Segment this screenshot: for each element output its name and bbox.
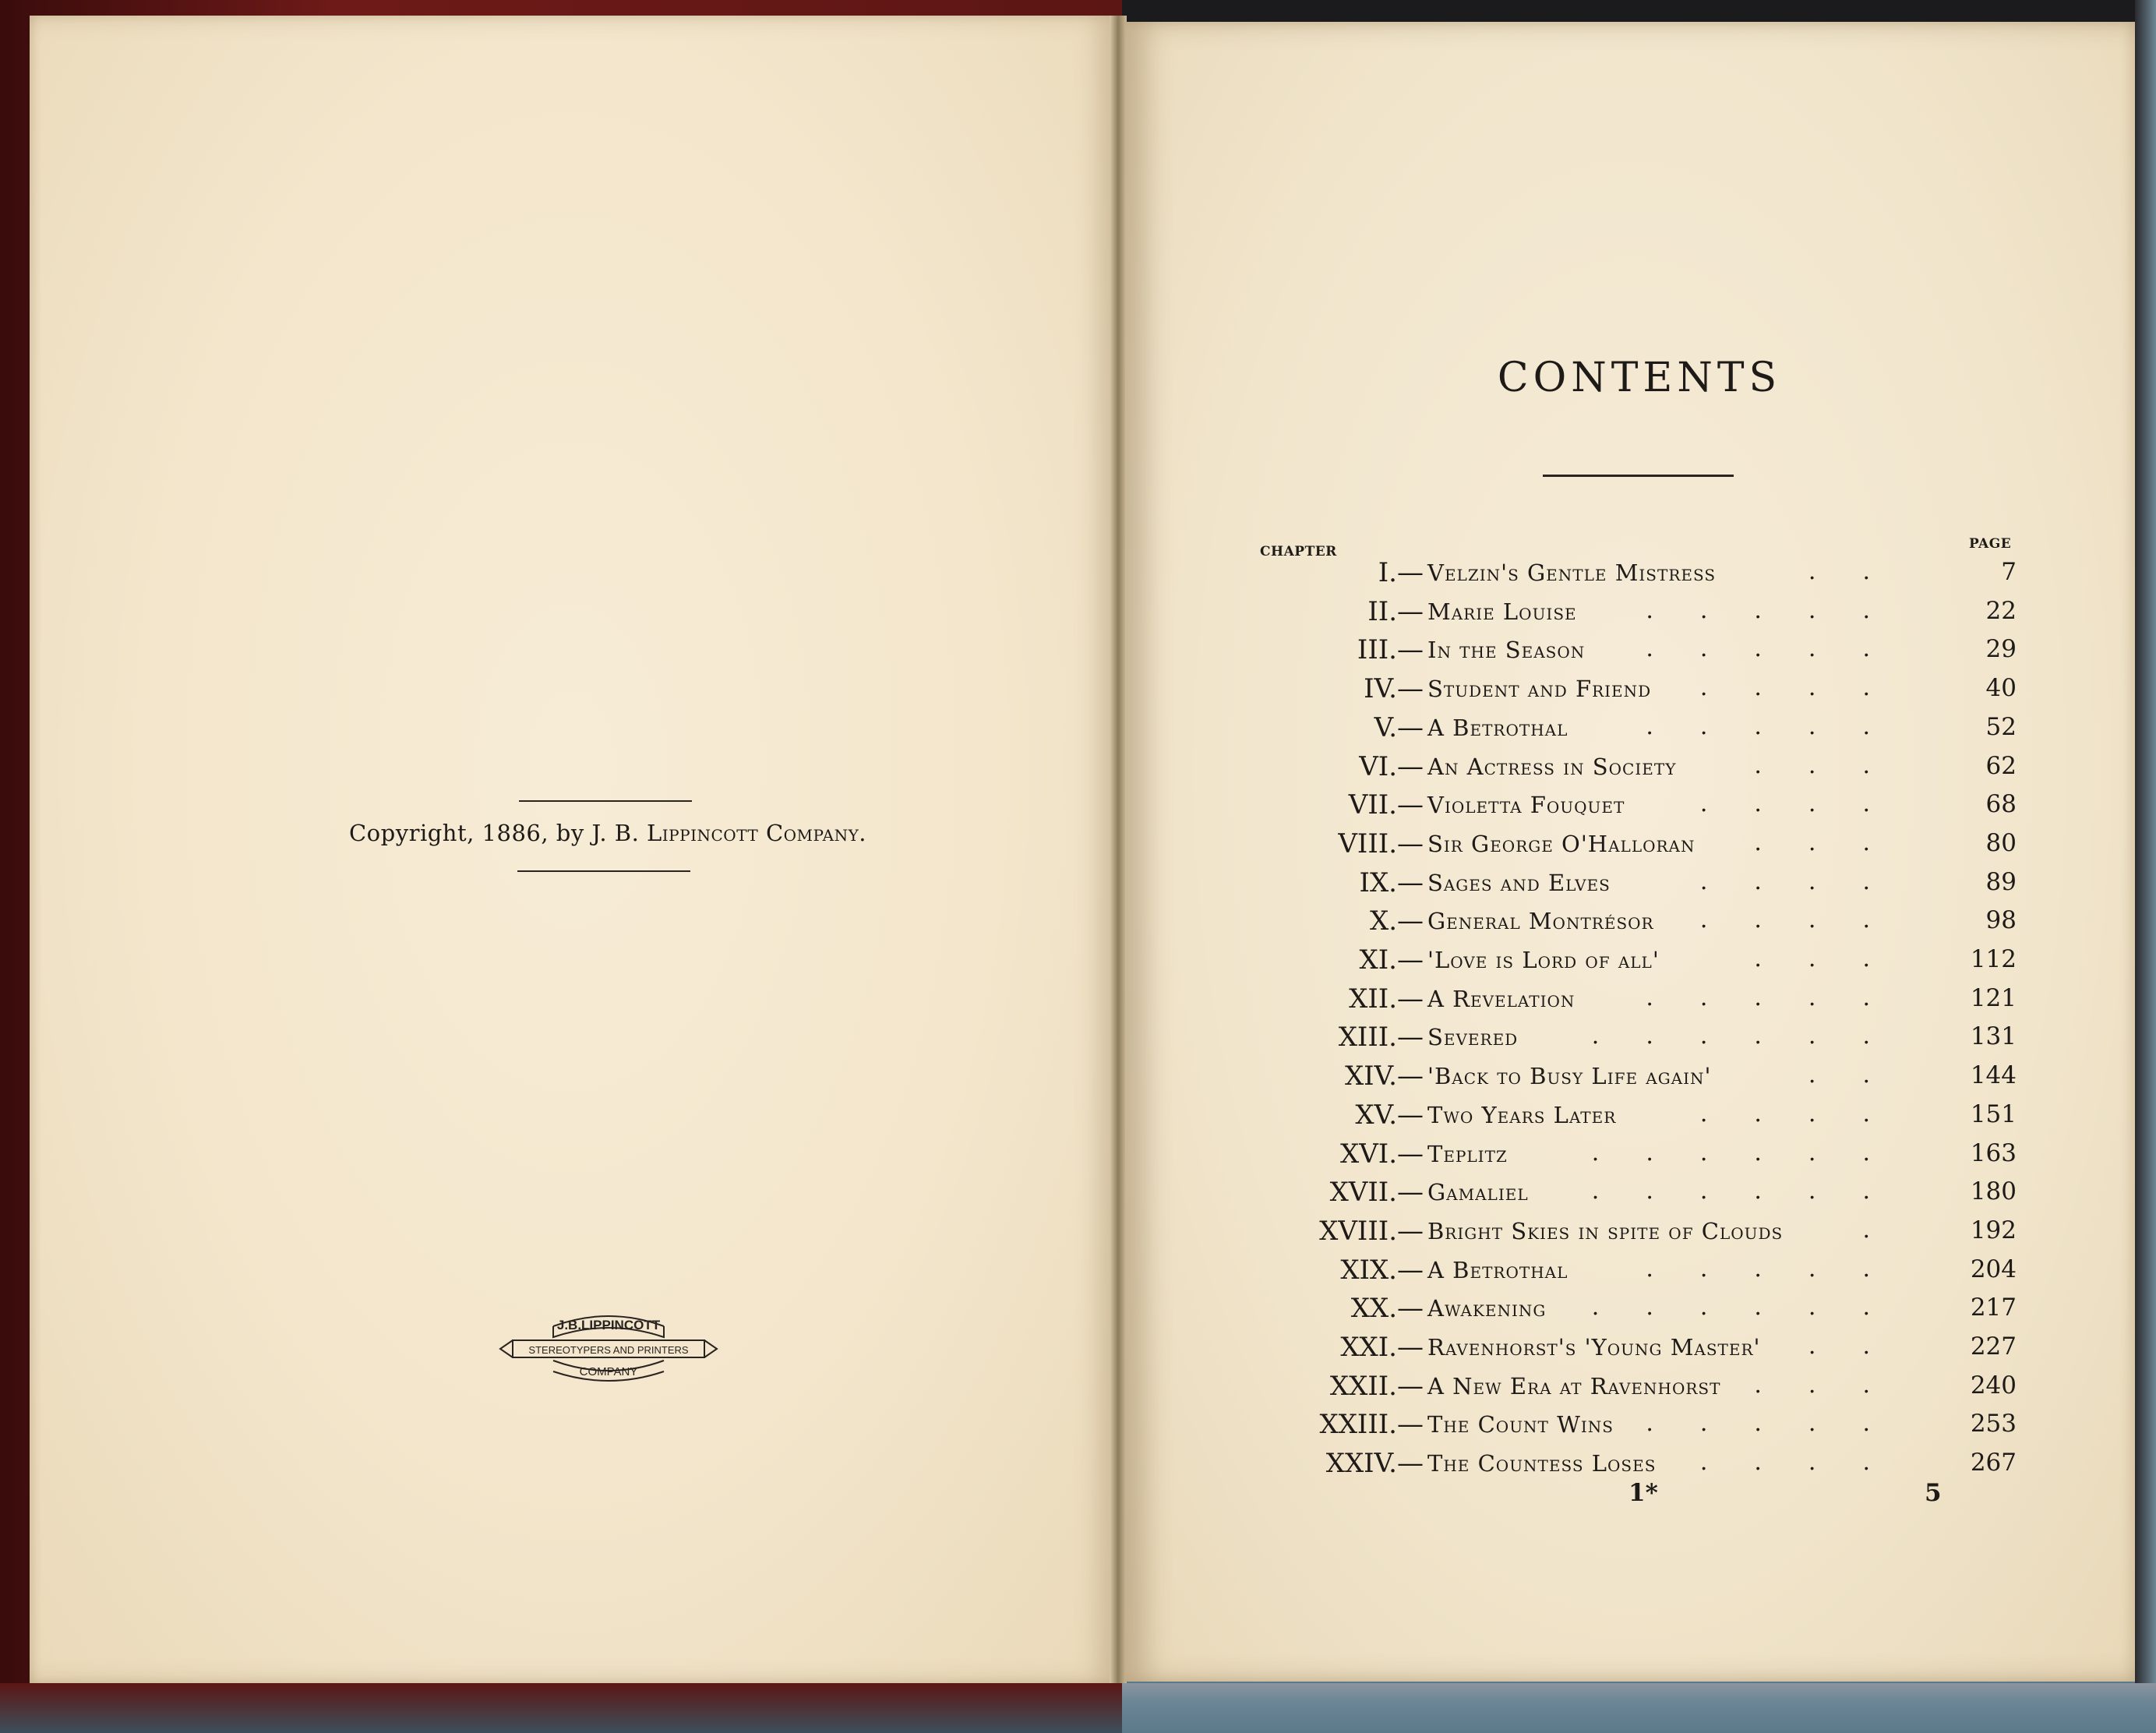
chapter-page-number: 62: [1985, 752, 2017, 780]
chapter-dash: —: [1397, 789, 1424, 821]
chapter-dash: —: [1397, 828, 1424, 859]
leader-dots: ..: [1808, 1061, 1917, 1089]
chapter-page-number: 22: [1985, 597, 2017, 625]
chapter-page-number: 89: [1985, 868, 2017, 896]
chapter-page-number: 240: [1970, 1371, 2017, 1399]
chapter-page-number: 80: [1985, 829, 2017, 857]
chapter-dash: —: [1397, 1138, 1424, 1170]
emblem-top-text: J.B.LIPPINCOTT: [556, 1318, 661, 1332]
toc-row: [1254, 669, 2034, 708]
chapter-number: IX.: [1359, 867, 1397, 898]
chapter-number: XXIII.: [1319, 1409, 1397, 1440]
leader-dots: .....: [1646, 984, 1917, 1011]
chapter-dash: —: [1397, 712, 1424, 743]
chapter-title: Sir George O'Halloran: [1427, 831, 1696, 857]
toc-row: [1254, 553, 2034, 592]
chapter-title: Ravenhorst's 'Young Master': [1427, 1334, 1761, 1361]
chapter-dash: —: [1397, 634, 1424, 665]
leader-dots: ......: [1591, 1177, 1917, 1205]
background-bottom-edge: [1122, 1683, 2156, 1733]
chapter-title: Violetta Fouquet: [1427, 792, 1625, 818]
leader-dots: ....: [1699, 906, 1917, 934]
chapter-dash: —: [1397, 1255, 1424, 1286]
chapter-number: VIII.: [1338, 828, 1397, 859]
chapter-title: Teplitz: [1427, 1141, 1508, 1167]
chapter-page-number: 112: [1970, 945, 2017, 973]
chapter-title: In the Season: [1427, 637, 1586, 663]
chapter-title: Velzin's Gentle Mistress: [1427, 559, 1717, 586]
page-number: 5: [1925, 1479, 1942, 1507]
leader-dots: ..: [1808, 558, 1917, 585]
leader-dots: ...: [1754, 829, 1917, 856]
chapter-page-number: 253: [1970, 1410, 2017, 1438]
chapter-page-number: 227: [1970, 1332, 2017, 1361]
emblem-middle-text: STEREOTYPERS AND PRINTERS: [528, 1344, 689, 1356]
toc-row: [1254, 785, 2034, 824]
toc-row: [1254, 1173, 2034, 1212]
chapter-title: Gamaliel: [1427, 1179, 1529, 1205]
chapter-dash: —: [1397, 1216, 1424, 1247]
copyright-company: Lippincott Company.: [647, 820, 867, 846]
chapter-dash: —: [1397, 867, 1424, 898]
toc-row: [1254, 747, 2034, 786]
chapter-page-number: 151: [1970, 1100, 2017, 1128]
leader-dots: .....: [1646, 713, 1917, 740]
toc-row: [1254, 592, 2034, 631]
chapter-dash: —: [1397, 751, 1424, 782]
chapter-page-number: 131: [1970, 1022, 2017, 1050]
chapter-dash: —: [1397, 1371, 1424, 1402]
toc-row: [1254, 1251, 2034, 1290]
chapter-title: 'Back to Busy Life again': [1427, 1063, 1712, 1089]
chapter-number: II.: [1367, 596, 1397, 627]
chapter-title: General Montrésor: [1427, 908, 1654, 934]
chapter-title: The Countess Loses: [1427, 1450, 1657, 1477]
chapter-page-number: 98: [1985, 906, 2017, 934]
printer-emblem: [499, 1303, 718, 1385]
chapter-number: XV.: [1355, 1099, 1397, 1131]
chapter-title: Marie Louise: [1427, 598, 1577, 625]
toc-row: [1254, 1018, 2034, 1057]
toc-row: [1254, 708, 2034, 747]
chapter-number: XI.: [1359, 944, 1397, 976]
chapter-number: XVI.: [1340, 1138, 1397, 1170]
chapter-number: I.: [1378, 557, 1397, 588]
toc-row: [1254, 1135, 2034, 1174]
chapter-title: Bright Skies in spite of Clouds: [1427, 1218, 1784, 1244]
leader-dots: .: [1862, 1216, 1917, 1244]
background-top-edge: [1122, 0, 2156, 23]
chapter-title: A Revelation: [1427, 986, 1576, 1012]
chapter-page-number: 144: [1970, 1061, 2017, 1089]
chapter-number: XIII.: [1338, 1022, 1397, 1053]
chapter-number: XIX.: [1340, 1255, 1397, 1286]
chapter-dash: —: [1397, 1022, 1424, 1053]
chapter-page-number: 52: [1985, 713, 2017, 741]
background-right-edge: [2135, 0, 2156, 1733]
chapter-title: Awakening: [1427, 1295, 1547, 1322]
leader-dots: ...: [1754, 1371, 1917, 1399]
chapter-number: XX.: [1350, 1293, 1397, 1324]
leader-dots: ...: [1754, 752, 1917, 779]
contents-title: CONTENTS: [1497, 355, 1782, 401]
chapter-dash: —: [1397, 1332, 1424, 1363]
leader-dots: ..: [1808, 1332, 1917, 1360]
leader-dots: .....: [1646, 635, 1917, 662]
chapter-title: A Betrothal: [1427, 1257, 1568, 1283]
leader-dots: ......: [1591, 1022, 1917, 1050]
toc-row: [1254, 1444, 2034, 1483]
chapter-page-number: 180: [1970, 1177, 2017, 1205]
toc-row: [1254, 1367, 2034, 1406]
chapter-title: Sages and Elves: [1427, 870, 1611, 896]
leader-dots: ....: [1699, 790, 1917, 817]
chapter-number: XXI.: [1340, 1332, 1397, 1363]
chapter-column-header: CHAPTER: [1260, 544, 1337, 559]
copyright-line: [296, 820, 919, 846]
chapter-title: Student and Friend: [1427, 676, 1652, 702]
signature-mark: 1*: [1628, 1479, 1658, 1507]
chapter-page-number: 192: [1970, 1216, 2017, 1244]
chapter-dash: —: [1397, 944, 1424, 976]
toc-row: [1254, 1212, 2034, 1251]
leader-dots: ....: [1699, 674, 1917, 701]
chapter-number: VII.: [1348, 789, 1397, 821]
leader-dots: ....: [1699, 1449, 1917, 1476]
book-gutter: [1110, 16, 1127, 1683]
chapter-title: The Count Wins: [1427, 1411, 1614, 1438]
leader-dots: ......: [1591, 1294, 1917, 1321]
chapter-page-number: 7: [2001, 558, 2017, 586]
chapter-dash: —: [1397, 1409, 1424, 1440]
toc-row: [1254, 863, 2034, 902]
contents-title-rule: [1543, 475, 1734, 477]
chapter-number: XIV.: [1344, 1061, 1397, 1092]
chapter-number: X.: [1369, 905, 1397, 937]
chapter-page-number: 163: [1970, 1139, 2017, 1167]
cover-bottom-edge: [0, 1683, 1122, 1733]
chapter-title: 'Love is Lord of all': [1427, 947, 1660, 973]
copyright-rule-top: [519, 800, 692, 802]
toc-row: [1254, 979, 2034, 1018]
toc-row: [1254, 902, 2034, 941]
page-column-header: PAGE: [1969, 536, 2012, 552]
chapter-number: XVII.: [1329, 1177, 1397, 1208]
leader-dots: ......: [1591, 1139, 1917, 1167]
leader-dots: .....: [1646, 1255, 1917, 1283]
toc-row: [1254, 1328, 2034, 1367]
chapter-number: IV.: [1364, 673, 1397, 704]
left-page: [30, 16, 1113, 1683]
chapter-number: V.: [1374, 712, 1397, 743]
chapter-page-number: 29: [1985, 635, 2017, 663]
chapter-dash: —: [1397, 905, 1424, 937]
chapter-dash: —: [1397, 1099, 1424, 1131]
copyright-prefix: Copyright, 1886, by J. B.: [348, 820, 648, 846]
leader-dots: .....: [1646, 597, 1917, 624]
copyright-rule-bottom: [517, 870, 690, 872]
chapter-title: A Betrothal: [1427, 715, 1568, 741]
chapter-dash: —: [1397, 1448, 1424, 1479]
chapter-dash: —: [1397, 1061, 1424, 1092]
toc-row: [1254, 824, 2034, 863]
chapter-page-number: 121: [1970, 984, 2017, 1012]
leader-dots: .....: [1646, 1410, 1917, 1437]
toc-row: [1254, 1289, 2034, 1328]
leader-dots: ...: [1754, 945, 1917, 972]
toc-row: [1254, 1405, 2034, 1444]
chapter-page-number: 204: [1970, 1255, 2017, 1283]
leader-dots: ....: [1699, 868, 1917, 895]
chapter-title: Severed: [1427, 1024, 1519, 1050]
emblem-bottom-text: COMPANY: [579, 1365, 638, 1378]
chapter-title: An Actress in Society: [1427, 754, 1677, 780]
chapter-page-number: 217: [1970, 1294, 2017, 1322]
chapter-page-number: 267: [1970, 1449, 2017, 1477]
chapter-dash: —: [1397, 983, 1424, 1015]
toc-row: [1254, 630, 2034, 669]
chapter-number: VI.: [1359, 751, 1397, 782]
chapter-title: Two Years Later: [1427, 1102, 1617, 1128]
chapter-number: XII.: [1349, 983, 1397, 1015]
chapter-number: III.: [1357, 634, 1397, 665]
chapter-dash: —: [1397, 673, 1424, 704]
chapter-number: XXIV.: [1325, 1448, 1397, 1479]
chapter-dash: —: [1397, 557, 1424, 588]
toc-row: [1254, 941, 2034, 979]
chapter-dash: —: [1397, 596, 1424, 627]
chapter-number: XXII.: [1329, 1371, 1397, 1402]
chapter-page-number: 40: [1985, 674, 2017, 702]
chapter-number: XVIII.: [1319, 1216, 1397, 1247]
chapter-dash: —: [1397, 1293, 1424, 1324]
toc-row: [1254, 1057, 2034, 1096]
chapter-dash: —: [1397, 1177, 1424, 1208]
chapter-page-number: 68: [1985, 790, 2017, 818]
leader-dots: ....: [1699, 1100, 1917, 1128]
toc-row: [1254, 1096, 2034, 1135]
chapter-title: A New Era at Ravenhorst: [1427, 1373, 1721, 1399]
